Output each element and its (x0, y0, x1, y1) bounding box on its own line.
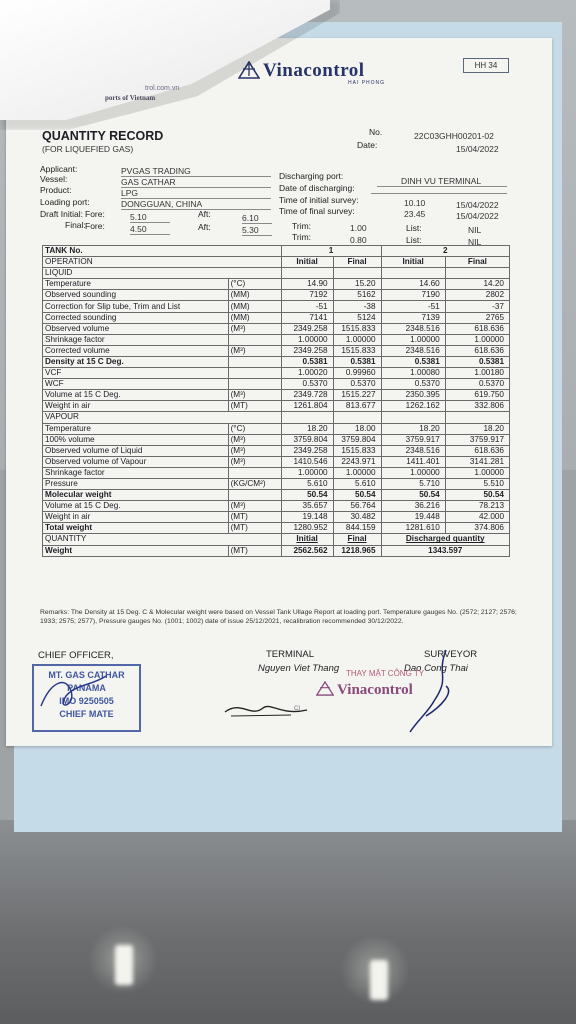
liquid-row (43, 345, 510, 356)
terminal-label: TERMINAL (266, 649, 315, 660)
tank-2-final-header: Final (445, 257, 509, 268)
stamp-line-2: PANAMA (67, 683, 106, 693)
liquid-row-value: 1.00080 (381, 368, 445, 379)
liquid-row-value: 2802 (445, 290, 509, 301)
vapour-row-value: 1515.833 (333, 445, 381, 456)
liquid-row-value: 2348.516 (381, 345, 445, 356)
quantity-label: QUANTITY (43, 534, 282, 545)
vapour-row (43, 490, 510, 501)
liquid-row-unit: (MM) (228, 301, 281, 312)
liquid-row-value: 0.5381 (445, 356, 509, 367)
stamp-line-3: IMO 9250505 (59, 696, 114, 706)
liquid-row (43, 356, 510, 367)
vapour-row-label: Observed volume of Vapour (43, 456, 229, 467)
liquid-row-value: 0.5370 (281, 379, 333, 390)
fore-label-final: Fore: (85, 221, 105, 231)
liquid-row-label: Shrinkage factor (43, 334, 229, 345)
liquid-row-value: 1515.833 (333, 323, 381, 334)
vapour-row-value: 56.764 (333, 501, 381, 512)
liquid-row-value: 2765 (445, 312, 509, 323)
liquid-row-value: -51 (281, 301, 333, 312)
vapour-row-label: Shrinkage factor (43, 467, 229, 478)
liquid-row-value: 1.00180 (445, 368, 509, 379)
aft-final-value: 5.30 (242, 225, 272, 236)
liquid-row-value: 1261.804 (281, 401, 333, 412)
total-weight-value: 374.806 (445, 523, 509, 534)
vapour-row-value: 18.00 (333, 423, 381, 434)
vapour-row-value: 30.482 (333, 512, 381, 523)
vapour-row (43, 423, 510, 434)
vapour-row (43, 478, 510, 489)
fore-label: Fore: (85, 209, 105, 219)
remarks: Remarks: The Density at 15 Deg. C & Molecular weight were based on Vessel Tank Ullage Report at loading port. Temperature gauges No. (2572; 2127; 2576; 1933; 2575; 2577), Pressure gauges No. (1001; 1002) date of issue 25/12/2021, recalibration recommended 30/12/2022. (40, 609, 517, 626)
tank-2-initial-header: Initial (381, 257, 445, 268)
draft-final-label: Final: (65, 220, 86, 230)
liquid-row-value: 1.00020 (281, 368, 333, 379)
initial-survey-label: Time of initial survey: (279, 195, 359, 205)
liquid-row-value: 2348.516 (381, 323, 445, 334)
vapour-row-unit (228, 490, 281, 501)
liquid-row (43, 290, 510, 301)
discharged-quantity-header: Discharged quantity (381, 534, 509, 545)
liquid-row-value: -38 (333, 301, 381, 312)
liquid-row-value: 0.5381 (333, 356, 381, 367)
discharging-port-label: Discharging port: (279, 171, 344, 181)
vapour-row-value: 1411.401 (381, 456, 445, 467)
date-discharging-line (371, 193, 507, 194)
chief-officer-signature (36, 666, 116, 716)
liquid-row-unit: (M³) (228, 390, 281, 401)
vapour-row-value: 2348.516 (381, 445, 445, 456)
vapour-row-unit (228, 467, 281, 478)
vapour-row-value: 50.54 (281, 490, 333, 501)
surveyor-label: SURVEYOR (424, 649, 478, 660)
list-final: NIL (468, 237, 482, 247)
vapour-row-value: 18.20 (381, 423, 445, 434)
liquid-row-value: 0.5370 (445, 379, 509, 390)
total-weight-value: 1280.952 (281, 523, 333, 534)
liquid-row-label: Corrected sounding (43, 312, 229, 323)
vapour-row-value: 3759.917 (445, 434, 509, 445)
red-stamp-logo (316, 681, 413, 699)
curled-page-text-2: ports of Vietnam (105, 94, 156, 102)
liquid-row-value: 1515.227 (333, 390, 381, 401)
vessel-label: Vessel: (40, 174, 68, 184)
liquid-row-value: 7139 (381, 312, 445, 323)
vapour-row (43, 456, 510, 467)
vapour-row (43, 501, 510, 512)
total-weight-unit: (MT) (228, 523, 281, 534)
liquid-row-value: 7190 (381, 290, 445, 301)
vapour-row-unit: (MT) (228, 512, 281, 523)
liquid-row-value: 1515.833 (333, 345, 381, 356)
liquid-row-label: Temperature (43, 279, 229, 290)
vapour-row (43, 445, 510, 456)
vapour-row-unit: (M³) (228, 501, 281, 512)
liquid-row-label: Volume at 15 C Deg. (43, 390, 229, 401)
ceiling-light-reflection (370, 960, 388, 1000)
liquid-row-value: 0.5381 (381, 356, 445, 367)
vapour-row-value: 3759.917 (381, 434, 445, 445)
chief-officer-label: CHIEF OFFICER, (38, 650, 114, 661)
liquid-row-value: 618.636 (445, 345, 509, 356)
tank-1-header: 1 (281, 246, 381, 257)
surveyor-signature (406, 646, 466, 736)
liquid-row (43, 390, 510, 401)
vapour-row-value: 618.636 (445, 445, 509, 456)
liquid-row (43, 279, 510, 290)
vapour-row-label: Pressure (43, 478, 229, 489)
trim-label: Trim: (292, 221, 312, 231)
final-survey-label: Time of final survey: (279, 206, 355, 216)
page-subtitle: (FOR LIQUEFIED GAS) (42, 144, 134, 154)
loading-port-label: Loading port: (40, 197, 90, 207)
vapour-row-label: Temperature (43, 423, 229, 434)
list-label-final: List: (406, 235, 422, 245)
liquid-row-value: 1262.162 (381, 401, 445, 412)
vapour-row-value: 19.448 (381, 512, 445, 523)
vapour-row-value: 35.657 (281, 501, 333, 512)
background-floor (0, 820, 576, 1024)
surveyor-name: Dao Cong Thai (404, 663, 468, 674)
list-label: List: (406, 223, 422, 233)
weight-initial: 2562.562 (281, 545, 333, 556)
vapour-row-value: 78.213 (445, 501, 509, 512)
fore-final-value: 4.50 (130, 224, 170, 235)
list-initial: NIL (468, 225, 482, 235)
vapour-row-value: 3759.804 (333, 434, 381, 445)
liquid-row-value: 5124 (333, 312, 381, 323)
applicant-value: PVGAS TRADING (121, 166, 271, 177)
quantity-record-document (6, 38, 552, 746)
vapour-row (43, 467, 510, 478)
liquid-row-value: 0.99960 (333, 368, 381, 379)
vapour-row-value: 5.710 (381, 478, 445, 489)
vapour-row (43, 512, 510, 523)
liquid-row (43, 323, 510, 334)
vapour-row-value: 50.54 (445, 490, 509, 501)
tank-2-header: 2 (381, 246, 509, 257)
liquid-row-label: Density at 15 C Deg. (43, 356, 229, 367)
liquid-row (43, 312, 510, 323)
total-weight-value: 1281.610 (381, 523, 445, 534)
vapour-row-value: 3141.281 (445, 456, 509, 467)
terminal-signature (221, 698, 311, 720)
liquid-row-unit: (MT) (228, 401, 281, 412)
quantity-initial-header: Initial (281, 534, 333, 545)
scale-icon (316, 681, 334, 696)
vapour-row-label: Molecular weight (43, 490, 229, 501)
vapour-row-unit: (M³) (228, 456, 281, 467)
liquid-row-value: 1.00000 (281, 334, 333, 345)
logo-subtitle: HAI PHONG (348, 80, 386, 86)
operation-label: OPERATION (43, 257, 282, 268)
liquid-row-value: 2350.395 (381, 390, 445, 401)
vapour-row-value: 1.00000 (445, 467, 509, 478)
liquid-row-value: 2349.728 (281, 390, 333, 401)
vapour-row-value: 50.54 (381, 490, 445, 501)
red-stamp-ci: CI (294, 706, 300, 712)
liquid-row-unit (228, 356, 281, 367)
trim-initial: 1.00 (350, 223, 367, 233)
liquid-row-unit (228, 368, 281, 379)
weight-final: 1218.965 (333, 545, 381, 556)
date-value: 15/04/2022 (456, 144, 499, 154)
form-code: HH 34 (463, 58, 509, 73)
liquid-row (43, 334, 510, 345)
page-title: QUANTITY RECORD (42, 129, 164, 143)
stamp-line-1: MT. GAS CATHAR (48, 670, 125, 680)
liquid-row-value: 14.60 (381, 279, 445, 290)
trim-final: 0.80 (350, 235, 367, 245)
vinacontrol-logo (238, 60, 365, 82)
discharging-port-value: DINH VU TERMINAL (377, 176, 507, 187)
liquid-row-value: 618.636 (445, 323, 509, 334)
vapour-row-value: 3759.804 (281, 434, 333, 445)
liquid-row-unit: (M³) (228, 323, 281, 334)
vessel-value: GAS CATHAR (121, 177, 271, 188)
vapour-row-value: 42.000 (445, 512, 509, 523)
vapour-row-value: 19.148 (281, 512, 333, 523)
liquid-section-label: LIQUID (43, 268, 282, 279)
total-weight-label: Total weight (43, 523, 229, 534)
applicant-label: Applicant: (40, 164, 78, 174)
vapour-row-value: 5.510 (445, 478, 509, 489)
liquid-row-label: Weight in air (43, 401, 229, 412)
tank-1-initial-header: Initial (281, 257, 333, 268)
vapour-section-label: VAPOUR (43, 412, 282, 423)
trim-label-final: Trim: (292, 232, 312, 242)
liquid-row-unit (228, 334, 281, 345)
liquid-row-value: 14.90 (281, 279, 333, 290)
vapour-row-label: Observed volume of Liquid (43, 445, 229, 456)
tank-1-final-header: Final (333, 257, 381, 268)
final-survey-time: 23.45 (404, 209, 426, 219)
liquid-row-value: 2349.258 (281, 323, 333, 334)
liquid-row-label: VCF (43, 368, 229, 379)
tank-no-label: TANK No. (43, 246, 282, 257)
liquid-row-value: 7141 (281, 312, 333, 323)
product-label: Product: (40, 185, 72, 195)
vapour-row-value: 5.610 (281, 478, 333, 489)
vapour-row-unit: (M³) (228, 434, 281, 445)
liquid-row-value: -37 (445, 301, 509, 312)
loading-port-value: DONGGUAN, CHINA (121, 199, 271, 210)
date-label: Date: (357, 140, 378, 150)
liquid-row-value: 2349.258 (281, 345, 333, 356)
terminal-name: Nguyen Viet Thang (258, 663, 340, 674)
liquid-row-value: 619.750 (445, 390, 509, 401)
total-weight-row (43, 523, 510, 534)
liquid-row-value: 0.5370 (333, 379, 381, 390)
aft-initial-value: 6.10 (242, 213, 272, 224)
weight-discharged: 1343.597 (381, 545, 509, 556)
initial-survey-date: 15/04/2022 (456, 200, 499, 210)
liquid-row-value: 7192 (281, 290, 333, 301)
vapour-row-value: 36.216 (381, 501, 445, 512)
vapour-row-unit: (M³) (228, 445, 281, 456)
liquid-row-value: 0.5381 (281, 356, 333, 367)
weight-unit: (MT) (228, 545, 281, 556)
stamp-line-4: CHIEF MATE (59, 709, 114, 719)
date-discharging-label: Date of discharging: (279, 183, 355, 193)
liquid-row-label: Correction for Slip tube, Trim and List (43, 301, 229, 312)
liquid-row-label: Observed sounding (43, 290, 229, 301)
vapour-row-value: 18.20 (445, 423, 509, 434)
liquid-row-unit: (°C) (228, 279, 281, 290)
liquid-row-value: 332.806 (445, 401, 509, 412)
vapour-row-value: 2243.971 (333, 456, 381, 467)
liquid-row-label: Corrected volume (43, 345, 229, 356)
liquid-row-label: Observed volume (43, 323, 229, 334)
ceiling-light-reflection (115, 945, 133, 985)
vapour-row-value: 2349.258 (281, 445, 333, 456)
vapour-row-unit: (KG/CM²) (228, 478, 281, 489)
vapour-row-value: 1410.546 (281, 456, 333, 467)
vapour-row-unit: (°C) (228, 423, 281, 434)
curled-page-text-1: trol.com.vn (145, 85, 180, 92)
liquid-row-value: -51 (381, 301, 445, 312)
record-no-label: No. (369, 127, 383, 137)
liquid-row-label: WCF (43, 379, 229, 390)
aft-label-final: Aft: (198, 222, 211, 232)
liquid-row-value: 1.00000 (445, 334, 509, 345)
liquid-row (43, 301, 510, 312)
liquid-row-unit: (MM) (228, 312, 281, 323)
vapour-row-label: Volume at 15 C Deg. (43, 501, 229, 512)
vapour-row (43, 434, 510, 445)
vapour-row-value: 1.00000 (381, 467, 445, 478)
vapour-row-value: 1.00000 (281, 467, 333, 478)
liquid-row-value: 1.00000 (333, 334, 381, 345)
aft-label: Aft: (198, 209, 211, 219)
vapour-row-label: 100% volume (43, 434, 229, 445)
liquid-row (43, 401, 510, 412)
product-value: LPG (121, 188, 271, 199)
record-no-value: 22C03GHH00201-02 (414, 131, 494, 141)
total-weight-value: 844.159 (333, 523, 381, 534)
vapour-row-value: 50.54 (333, 490, 381, 501)
liquid-row-unit: (M³) (228, 345, 281, 356)
liquid-row-value: 813.677 (333, 401, 381, 412)
liquid-row-unit: (MM) (228, 290, 281, 301)
red-stamp-logo-text: Vinacontrol (337, 682, 413, 698)
vapour-row-value: 5.610 (333, 478, 381, 489)
vapour-row-value: 1.00000 (333, 467, 381, 478)
fore-initial-value: 5.10 (130, 212, 170, 223)
red-stamp-line-1: THAY MẶT CÔNG TY (346, 669, 425, 678)
liquid-row-value: 0.5370 (381, 379, 445, 390)
quantity-table (42, 245, 510, 557)
liquid-row-value: 1.00000 (381, 334, 445, 345)
quantity-final-header: Final (333, 534, 381, 545)
initial-survey-time: 10.10 (404, 198, 426, 208)
vapour-row-value: 18.20 (281, 423, 333, 434)
weight-label: Weight (43, 545, 229, 556)
liquid-row-value: 5162 (333, 290, 381, 301)
liquid-row (43, 368, 510, 379)
liquid-row-value: 15.20 (333, 279, 381, 290)
vapour-row-label: Weight in air (43, 512, 229, 523)
final-survey-date: 15/04/2022 (456, 211, 499, 221)
logo-text: Vinacontrol (263, 60, 365, 81)
liquid-row-value: 14.20 (445, 279, 509, 290)
liquid-row-unit (228, 379, 281, 390)
liquid-row (43, 379, 510, 390)
draft-initial-label: Draft Initial: (40, 209, 83, 219)
